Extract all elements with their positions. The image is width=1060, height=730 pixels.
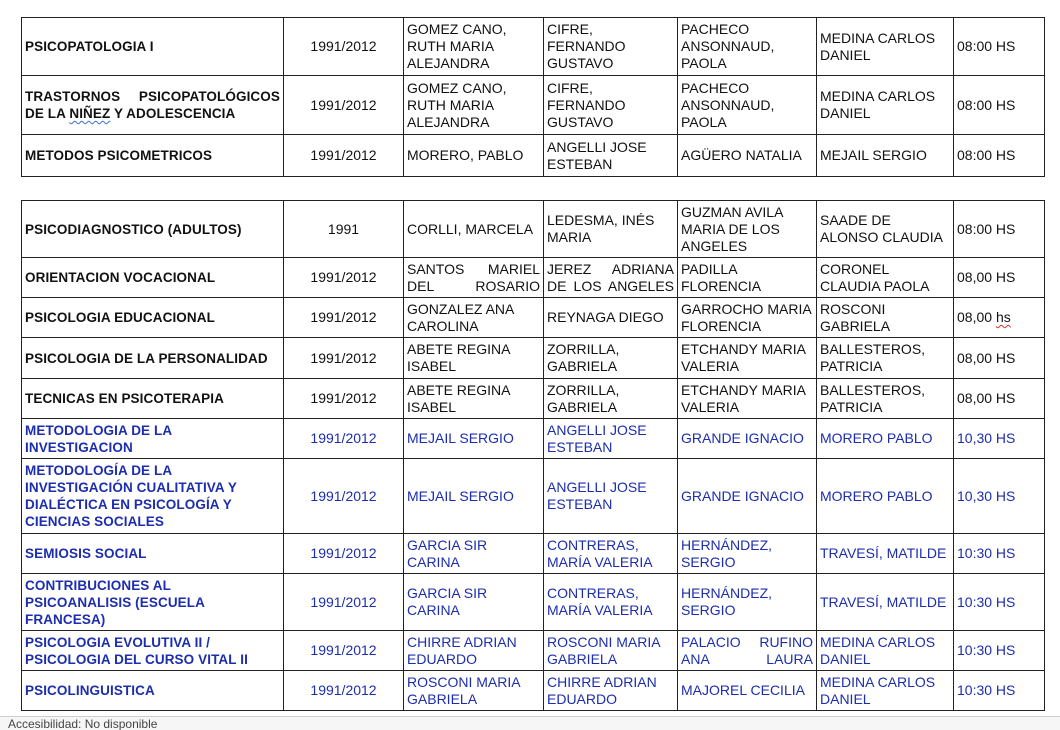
plan-cell: 1991/2012 — [284, 18, 404, 76]
professor-1-cell: GOMEZ CANO, RUTH MARIA ALEJANDRA — [404, 18, 544, 76]
professor-1-cell: CORLLI, MARCELA — [404, 201, 544, 258]
plan-cell: 1991/2012 — [284, 419, 404, 459]
subject-text: DE LA — [25, 106, 70, 121]
professor-1-cell: ABETE REGINA ISABEL — [404, 379, 544, 419]
table-row — [22, 631, 1045, 671]
table-row — [22, 459, 1045, 534]
professor-4-cell: MEJAIL SERGIO — [817, 135, 954, 177]
professor-2-cell: ZORRILLA, GABRIELA — [544, 379, 678, 419]
subject-cell: ORIENTACION VOCACIONAL — [22, 258, 284, 298]
plan-cell: 1991/2012 — [284, 135, 404, 177]
professor-2-cell: CIFRE, FERNANDO GUSTAVO — [544, 18, 678, 76]
accessibility-status[interactable]: Accesibilidad: No disponible — [8, 717, 158, 730]
subject-cell — [22, 76, 284, 135]
professor-1-cell: GONZALEZ ANA CAROLINA — [404, 298, 544, 338]
professor-1-cell: CHIRRE ADRIAN EDUARDO — [404, 631, 544, 671]
subject-cell: PSICODIAGNOSTICO (ADULTOS) — [22, 201, 284, 258]
professor-2-cell: CONTRERAS, MARÍA VALERIA — [544, 574, 678, 631]
time-text: 08,00 — [957, 309, 996, 325]
plan-cell: 1991/2012 — [284, 379, 404, 419]
professor-4-cell: MORERO PABLO — [817, 459, 954, 534]
professor-2-cell: ANGELLI JOSE ESTEBAN — [544, 135, 678, 177]
plan-cell: 1991/2012 — [284, 631, 404, 671]
professor-1-cell: MEJAIL SERGIO — [404, 459, 544, 534]
time-cell: 08,00 HS — [954, 258, 1045, 298]
table-row — [22, 201, 1045, 258]
time-cell: 10:30 HS — [954, 631, 1045, 671]
professor-4-cell: TRAVESÍ, MATILDE — [817, 574, 954, 631]
schedule-table-2 — [21, 200, 1045, 711]
professor-2-cell: ANGELLI JOSE ESTEBAN — [544, 419, 678, 459]
table-row — [22, 671, 1045, 711]
subject-text: Y ADOLESCENCIA — [110, 106, 236, 121]
subject-cell: SEMIOSIS SOCIAL — [22, 534, 284, 574]
subject-line-1: TRASTORNOS PSICOPATOLÓGICOS — [25, 89, 280, 104]
spellcheck-word: hs — [995, 309, 1011, 325]
professor-1-cell: GARCIA SIR CARINA — [404, 574, 544, 631]
time-cell — [954, 298, 1045, 338]
professor-2-cell: REYNAGA DIEGO — [544, 298, 678, 338]
plan-cell: 1991/2012 — [284, 76, 404, 135]
professor-3-cell: PALACIO RUFINO ANA LAURA — [678, 631, 817, 671]
time-cell: 08:00 HS — [954, 18, 1045, 76]
time-cell: 10:30 HS — [954, 574, 1045, 631]
table-row — [22, 338, 1045, 379]
professor-2-cell: CONTRERAS, MARÍA VALERIA — [544, 534, 678, 574]
table-row — [22, 379, 1045, 419]
status-bar — [0, 716, 1060, 730]
table-row — [22, 76, 1045, 135]
professor-3-cell: GRANDE IGNACIO — [678, 459, 817, 534]
professor-2-cell: ROSCONI MARIA GABRIELA — [544, 631, 678, 671]
professor-3-cell: HERNÁNDEZ, SERGIO — [678, 574, 817, 631]
professor-4-cell: BALLESTEROS, PATRICIA — [817, 379, 954, 419]
subject-cell: PSICOLOGIA EVOLUTIVA II / PSICOLOGIA DEL CURSO VITAL II — [22, 631, 284, 671]
table-row — [22, 574, 1045, 631]
subject-cell: METODOLOGÍA DE LA INVESTIGACIÓN CUALITATIVA Y DIALÉCTICA EN PSICOLOGÍA Y CIENCIAS SOCIALES — [22, 459, 284, 534]
time-cell: 08,00 HS — [954, 338, 1045, 379]
professor-4-cell: SAADE DE ALONSO CLAUDIA — [817, 201, 954, 258]
professor-3-cell: GRANDE IGNACIO — [678, 419, 817, 459]
professor-3-cell: AGÜERO NATALIA — [678, 135, 817, 177]
plan-cell: 1991/2012 — [284, 671, 404, 711]
professor-3-cell: ETCHANDY MARIA VALERIA — [678, 379, 817, 419]
subject-cell: PSICOPATOLOGIA I — [22, 18, 284, 76]
subject-line-2 — [25, 105, 280, 122]
time-cell: 10,30 HS — [954, 459, 1045, 534]
professor-1-cell: ROSCONI MARIA GABRIELA — [404, 671, 544, 711]
professor-3-cell: PADILLA FLORENCIA — [678, 258, 817, 298]
plan-cell: 1991/2012 — [284, 298, 404, 338]
professor-2-cell: JEREZ ADRIANA DE LOS ANGELES — [544, 258, 678, 298]
professor-4-cell: TRAVESÍ, MATILDE — [817, 534, 954, 574]
plan-cell: 1991/2012 — [284, 459, 404, 534]
professor-2-cell: LEDESMA, INÉS MARIA — [544, 201, 678, 258]
time-cell: 08:00 HS — [954, 201, 1045, 258]
subject-cell: METODOS PSICOMETRICOS — [22, 135, 284, 177]
time-cell: 08:00 HS — [954, 135, 1045, 177]
professor-1-cell: SANTOS MARIEL DEL ROSARIO — [404, 258, 544, 298]
subject-cell: PSICOLOGIA EDUCACIONAL — [22, 298, 284, 338]
subject-cell: CONTRIBUCIONES AL PSICOANALISIS (ESCUELA FRANCESA) — [22, 574, 284, 631]
professor-1-cell: ABETE REGINA ISABEL — [404, 338, 544, 379]
plan-cell: 1991/2012 — [284, 574, 404, 631]
subject-cell: PSICOLOGIA DE LA PERSONALIDAD — [22, 338, 284, 379]
table-row — [22, 135, 1045, 177]
professor-3-cell: GARROCHO MARIA FLORENCIA — [678, 298, 817, 338]
table-row — [22, 298, 1045, 338]
subject-cell: TECNICAS EN PSICOTERAPIA — [22, 379, 284, 419]
plan-cell: 1991/2012 — [284, 338, 404, 379]
time-cell: 10,30 HS — [954, 419, 1045, 459]
professor-4-cell: MEDINA CARLOS DANIEL — [817, 671, 954, 711]
plan-cell: 1991/2012 — [284, 534, 404, 574]
professor-4-cell: ROSCONI GABRIELA — [817, 298, 954, 338]
professor-1-cell: MORERO, PABLO — [404, 135, 544, 177]
professor-4-cell: CORONEL CLAUDIA PAOLA — [817, 258, 954, 298]
professor-3-cell: ETCHANDY MARIA VALERIA — [678, 338, 817, 379]
plan-cell: 1991 — [284, 201, 404, 258]
professor-2-cell: CHIRRE ADRIAN EDUARDO — [544, 671, 678, 711]
table-row — [22, 534, 1045, 574]
professor-3-cell: HERNÁNDEZ, SERGIO — [678, 534, 817, 574]
professor-2-cell: CIFRE, FERNANDO GUSTAVO — [544, 76, 678, 135]
professor-2-cell: ANGELLI JOSE ESTEBAN — [544, 459, 678, 534]
time-cell: 10:30 HS — [954, 534, 1045, 574]
professor-4-cell: BALLESTEROS, PATRICIA — [817, 338, 954, 379]
professor-4-cell: MEDINA CARLOS DANIEL — [817, 631, 954, 671]
professor-3-cell: MAJOREL CECILIA — [678, 671, 817, 711]
table-row — [22, 258, 1045, 298]
time-cell: 08:00 HS — [954, 76, 1045, 135]
professor-4-cell: MORERO PABLO — [817, 419, 954, 459]
table-row — [22, 419, 1045, 459]
professor-4-cell: MEDINA CARLOS DANIEL — [817, 18, 954, 76]
professor-1-cell: MEJAIL SERGIO — [404, 419, 544, 459]
subject-cell: PSICOLINGUISTICA — [22, 671, 284, 711]
schedule-table-1 — [21, 17, 1045, 177]
professor-4-cell: MEDINA CARLOS DANIEL — [817, 76, 954, 135]
time-cell: 08,00 HS — [954, 379, 1045, 419]
plan-cell: 1991/2012 — [284, 258, 404, 298]
professor-3-cell: PACHECO ANSONNAUD, PAOLA — [678, 18, 817, 76]
professor-3-cell: GUZMAN AVILA MARIA DE LOS ANGELES — [678, 201, 817, 258]
spellcheck-word: NIÑEZ — [69, 106, 111, 121]
table-row — [22, 18, 1045, 76]
professor-1-cell: GARCIA SIR CARINA — [404, 534, 544, 574]
professor-3-cell: PACHECO ANSONNAUD, PAOLA — [678, 76, 817, 135]
professor-1-cell: GOMEZ CANO, RUTH MARIA ALEJANDRA — [404, 76, 544, 135]
time-cell: 10:30 HS — [954, 671, 1045, 711]
professor-2-cell: ZORRILLA, GABRIELA — [544, 338, 678, 379]
subject-cell: METODOLOGIA DE LA INVESTIGACION — [22, 419, 284, 459]
